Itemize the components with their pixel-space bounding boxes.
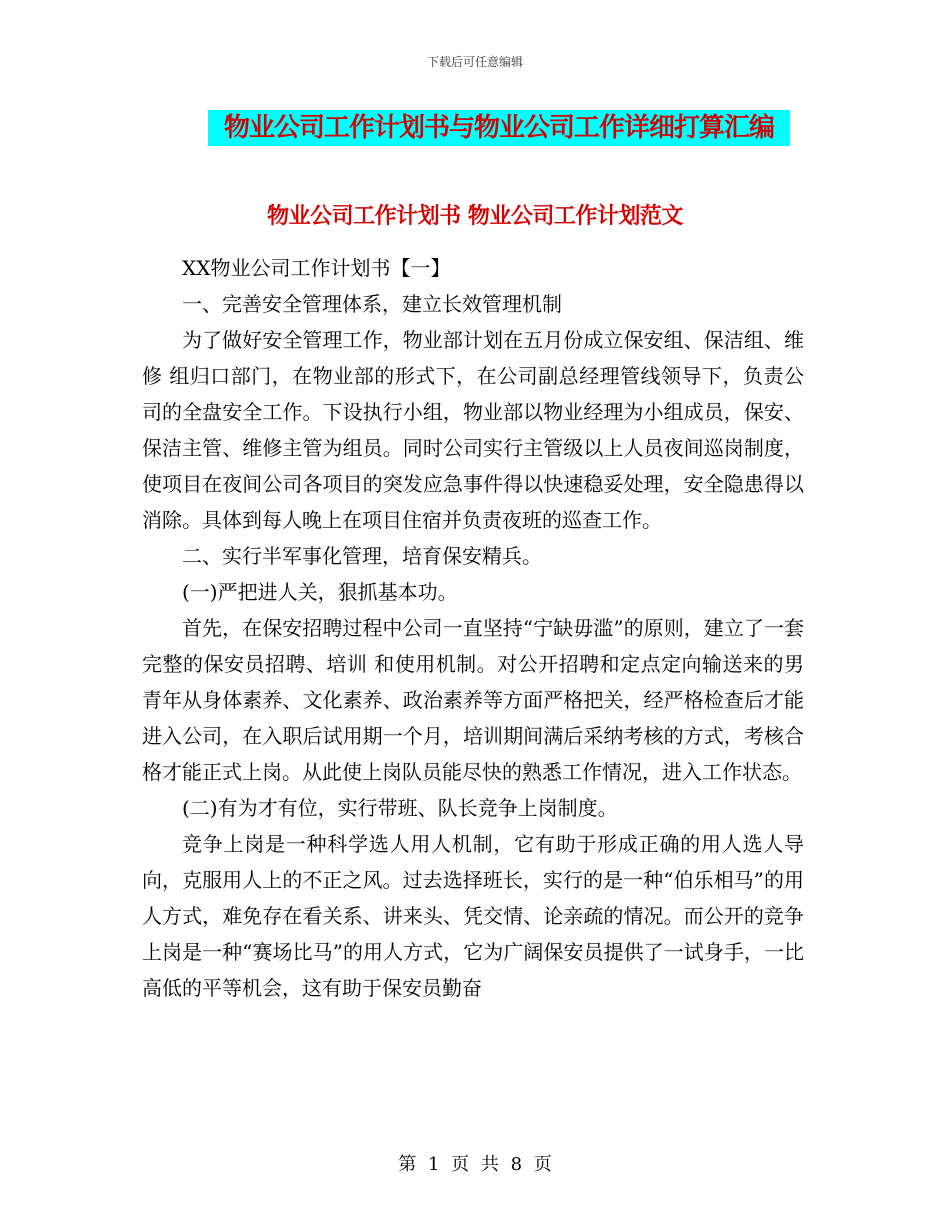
section-heading-1: 一、完善安全管理体系，建立长效管理机制 [182,292,562,316]
paragraph-heading-1: XX物业公司工作计划书【一】 [182,256,451,280]
document-body [142,250,804,1006]
subtitle: 物业公司工作计划书 物业公司工作计划范文 [267,204,683,229]
page-footer: 第 1 页 共 8 页 [398,1154,552,1175]
main-title-highlight [208,110,790,146]
paragraph: 为了做好安全管理工作，物业部计划在五月份成立保安组、保洁组、维修 组归口部门，在物业部的形式下，在公司副总经理管线领导下，负责公司的全盘安全工作。下设执行小组，物业部以物业经理为小组成员，保安、保洁主管、维修主管为组员。同时公司实行主管级以上人员夜间巡岗制度，使项目在夜间公司各项目的突发应急事件得以快速稳妥处理，安全隐患得以消除。具体到每人晚上在项目住宿并负责夜班的巡查工作。 [142,328,804,532]
main-title: 物业公司工作计划书与物业公司工作详细打算汇编 [223,113,774,143]
paragraph: 首先，在保安招聘过程中公司一直坚持“宁缺毋滥”的原则，建立了一套完整的保安员招聘、培训 和使用机制。对公开招聘和定点定向输送来的男青年从身体素养、文化素养、政治素养等方面严格把关，经严格检查后才能进入公司，在入职后试用期一个月，培训期间满后采纳考核的方式，考核合格才能正式上岗。从此使上岗队员能尽快的熟悉工作情况，进入工作状态。 [142,616,804,784]
subsection-heading-1: (一)严把进人关，狠抓基本功。 [182,580,458,604]
subsection-heading-2: (二)有为才有位，实行带班、队长竞争上岗制度。 [182,796,618,820]
section-heading-2: 二、实行半军事化管理，培育保安精兵。 [182,544,542,568]
paragraph: 竞争上岗是一种科学选人用人机制，它有助于形成正确的用人选人导向，克服用人上的不正之风。过去选择班长，实行的是一种“伯乐相马”的用人方式，难免存在看关系、讲来头、凭交情、论亲疏的情况。而公开的竞争上岗是一种“赛场比马”的用人方式，它为广阔保安员提供了一试身手，一比高低的平等机会，这有助于保安员勤奋 [142,832,804,1000]
page-header-note: 下载后可任意编辑 [426,55,523,69]
